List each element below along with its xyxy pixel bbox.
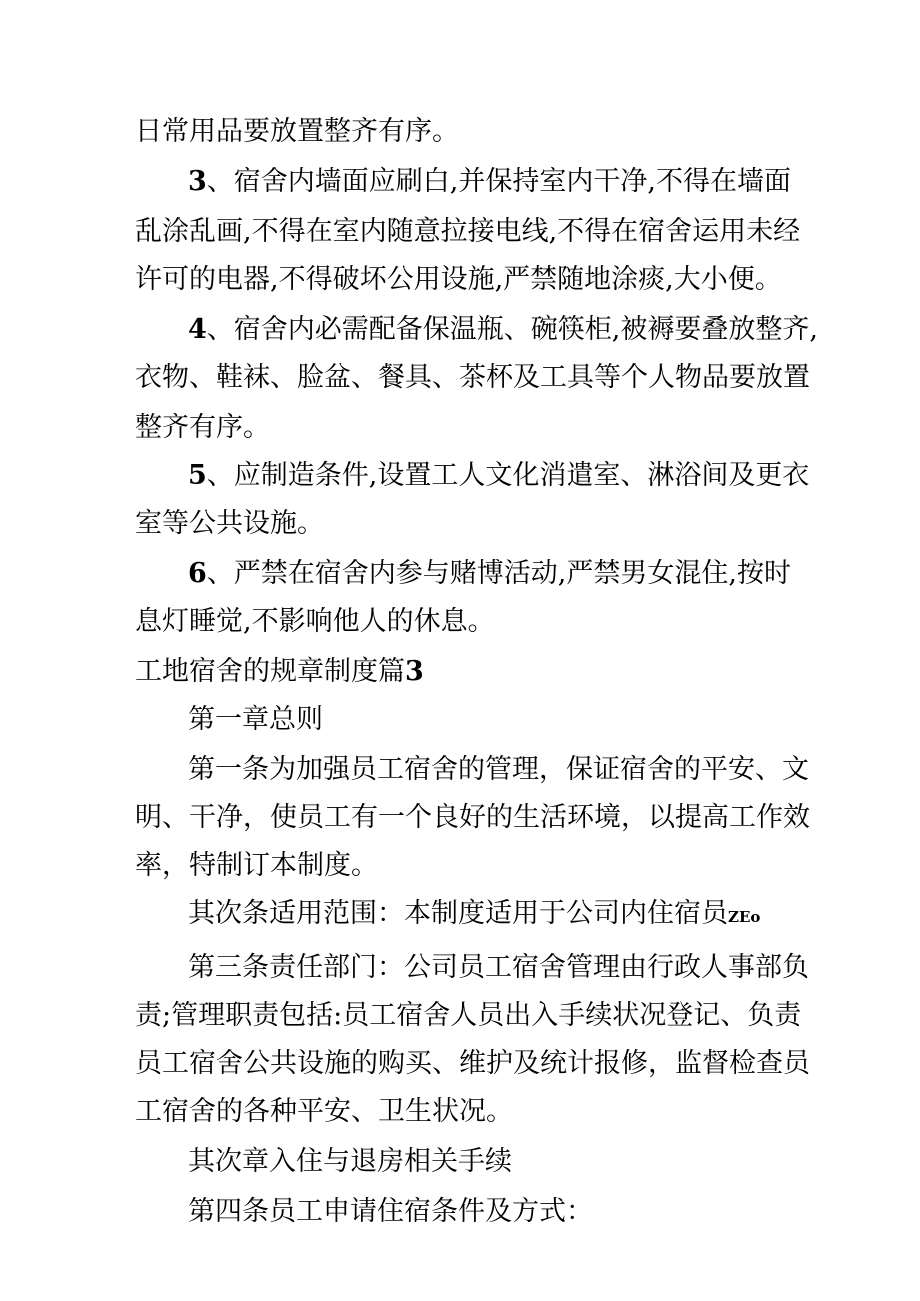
text-line — [135, 214, 800, 250]
line-text: 第四条员工申请住宿条件及方式： — [188, 1196, 593, 1227]
text-line — [135, 410, 270, 446]
line-text: 员工宿舍公共设施的购买、维护及统计报修，监督检查员 — [135, 1048, 810, 1079]
line-text: 宿舍内墙面应刷白,并保持室内干净,不得在墙面 — [233, 166, 791, 197]
list-item-3 — [188, 164, 791, 200]
text-line — [188, 896, 760, 935]
text-line — [135, 1094, 513, 1130]
text-line — [135, 604, 495, 640]
line-text: 日常用品要放置整齐有序。 — [135, 116, 459, 147]
list-item-4 — [188, 312, 818, 348]
list-item-6 — [188, 556, 791, 592]
heading-text: 工地宿舍的规章制度篇 — [135, 656, 405, 687]
chapter-heading — [188, 702, 323, 738]
text-line — [135, 998, 801, 1034]
heading-text: 其次章入住与退房相关手续 — [188, 1146, 512, 1177]
line-text: 室等公共设施。 — [135, 508, 324, 539]
text-line — [135, 848, 378, 884]
item-number: 3 — [188, 166, 207, 197]
text-line — [135, 262, 782, 298]
item-number: 4 — [188, 314, 207, 345]
item-number: 5 — [188, 460, 207, 491]
item-separator: 、 — [206, 166, 234, 197]
line-suffix: ZEo — [728, 908, 761, 926]
chapter-heading — [188, 1144, 512, 1180]
line-text: 第一条为加强员工宿舍的管理，保证宿舍的平安、文 — [188, 754, 809, 785]
text-line — [188, 1194, 593, 1230]
list-item-5 — [188, 458, 809, 494]
line-text: 其次条适用范围：本制度适用于公司内住宿员 — [188, 898, 728, 929]
text-line — [135, 114, 459, 150]
text-line — [135, 360, 810, 396]
item-separator: 、 — [206, 460, 234, 491]
line-text: 整齐有序。 — [135, 412, 270, 443]
line-text: 乱涂乱画,不得在室内随意拉接电线,不得在宿舍运用未经 — [135, 216, 801, 247]
line-text: 率，特制订本制度。 — [135, 850, 378, 881]
line-text: 衣物、鞋袜、脸盆、餐具、茶杯及工具等个人物品要放置 — [135, 362, 810, 393]
text-line — [135, 506, 324, 542]
text-line — [135, 1046, 810, 1082]
section-heading — [135, 654, 424, 690]
item-separator: 、 — [206, 558, 234, 589]
section-number: 3 — [405, 656, 424, 687]
line-text: 宿舍内必需配备保温瓶、碗筷柜,被褥要叠放整齐, — [233, 314, 818, 345]
line-text: 许可的电器,不得破坏公用设施,严禁随地涂痰,大小便。 — [135, 264, 782, 295]
line-text: 责;管理职责包括:员工宿舍人员出入手续状况登记、负责 — [135, 1000, 802, 1031]
text-line — [135, 800, 810, 836]
item-number: 6 — [188, 558, 207, 589]
heading-text: 第一章总则 — [188, 704, 323, 735]
line-text: 工宿舍的各种平安、卫生状况。 — [135, 1096, 513, 1127]
item-separator: 、 — [206, 314, 234, 345]
text-line — [188, 752, 809, 788]
text-line — [188, 950, 809, 986]
line-text: 明、干净，使员工有一个良好的生活环境，以提高工作效 — [135, 802, 810, 833]
line-text: 息灯睡觉,不影响他人的休息。 — [135, 606, 495, 637]
line-text: 严禁在宿舍内参与赌博活动,严禁男女混住,按时 — [233, 558, 791, 589]
line-text: 第三条责任部门：公司员工宿舍管理由行政人事部负 — [188, 952, 809, 983]
line-text: 应制造条件,设置工人文化消遣室、淋浴间及更衣 — [233, 460, 810, 491]
